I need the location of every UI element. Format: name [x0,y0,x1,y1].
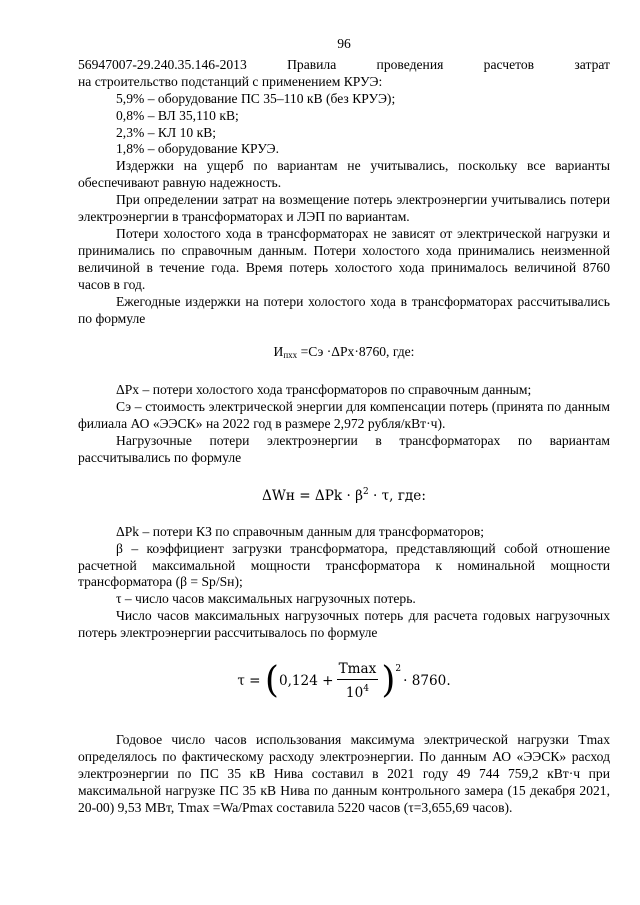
definition-item: τ – число часов максимальных нагрузочных потерь. [116,591,416,607]
denominator-base: 10 [345,684,364,701]
list-item: 0,8% – ВЛ 35,110 кВ; [116,107,239,123]
formula-no-load-cost [78,344,610,364]
definition-item: Сэ – стоимость электрической энергии для компенсации потерь (принята по данным филиала АО «ЭЭСК» на 2022 год в размере 2,972 рубля/кВт·ч). [78,399,610,432]
formula-part: · τ, где: [368,487,426,504]
paragraph-damage-costs: Издержки на ущерб по вариантам не учитывались, поскольку все варианты обеспечивают равную надежность. [78,158,610,191]
list-item: 2,3% – КЛ 10 кВ; [116,124,217,140]
formula-lhs: τ = [237,672,261,689]
paragraph-load-losses: Нагрузочные потери электроэнергии в трансформаторах по вариантам рассчитывались по формуле [78,433,610,465]
formula-subscript: пхх [283,350,298,361]
formula-rest: · 8760. [403,672,451,689]
paragraph-annual-hours: Годовое число часов использования максимума электрической нагрузки Tmax определялось по фактическому расходу электроэнергии. По данным АО «ЭЭСК» расход электроэнергии по ПС 35 кВ Нива составил в 2021 году 49 744 759,2 кВт·ч при максимальной нагрузке ПС 35 кВ Нива по данным контрольного замера (15 декабря 2021, 20-00) 9,53 МВт, Tmax =Wa/Pmax составила 5220 часов (τ=3,655,69 часов). [78,732,610,815]
document-page [78,36,610,817]
list-item: 5,9% – оборудование ПС 35–110 кВ (без КРУЭ); [116,90,396,106]
formula-tau [78,656,610,706]
paragraph-standard-ref: 56947007-29.240.35.146-2013 Правила проведения расчетов затрат [78,56,610,72]
formula-open-paren: ( [264,660,279,702]
paragraph-no-load-losses: Потери холостого хода в трансформаторах не зависят от электрической нагрузки и принимались по справочным данным. Потери холостого хода принимались неизменной величиной в течение года. Время потерь холостого хода принималось величиной 8760 часов в год. [78,225,610,292]
formula-symbol: И [273,344,284,360]
paragraph-max-hours: Число часов максимальных нагрузочных потерь для расчета годовых нагрузочных потерь электроэнергии рассчитывалось по формуле [78,608,610,641]
formula-square-exponent: 2 [395,663,402,674]
page-number: 96 [337,36,351,51]
definition-item: ΔРk – потери КЗ по справочным данным для трансформаторов; [116,523,485,539]
fraction-denominator [346,680,369,702]
formula-load-losses [78,484,610,505]
formula-fraction [337,661,379,702]
denominator-exponent: 4 [363,683,369,694]
formula-part: ΔWн = ΔPk · β [262,487,363,504]
formula-constant: 0,124 + [278,672,334,689]
paragraph-annual-costs: Ежегодные издержки на потери холостого хода в трансформаторах рассчитывались по формуле [78,293,610,326]
definition-item: ΔРх – потери холостого хода трансформаторов по справочным данным; [116,382,532,398]
definition-item: β – коэффициент загрузки трансформатора, представляющий собой отношение расчетной максимальной мощности трансформатора к номинальной мощности трансформатора (β = Sр/Sн); [78,540,610,590]
paragraph-loss-costs: При определении затрат на возмещение потерь электроэнергии учитывались потери электроэнергии в трансформаторах и ЛЭП по вариантам. [78,192,610,225]
formula-superscript: 2 [362,486,369,497]
fraction-numerator: Tmax [337,661,379,680]
list-item: 1,8% – оборудование КРУЭ. [116,141,280,157]
formula-rest: =Сэ ·ΔРх·8760, где: [297,344,415,360]
formula-close-paren: ) [381,660,396,702]
paragraph-standard-ref-cont: на строительство подстанций с применением КРУЭ: [78,73,383,89]
